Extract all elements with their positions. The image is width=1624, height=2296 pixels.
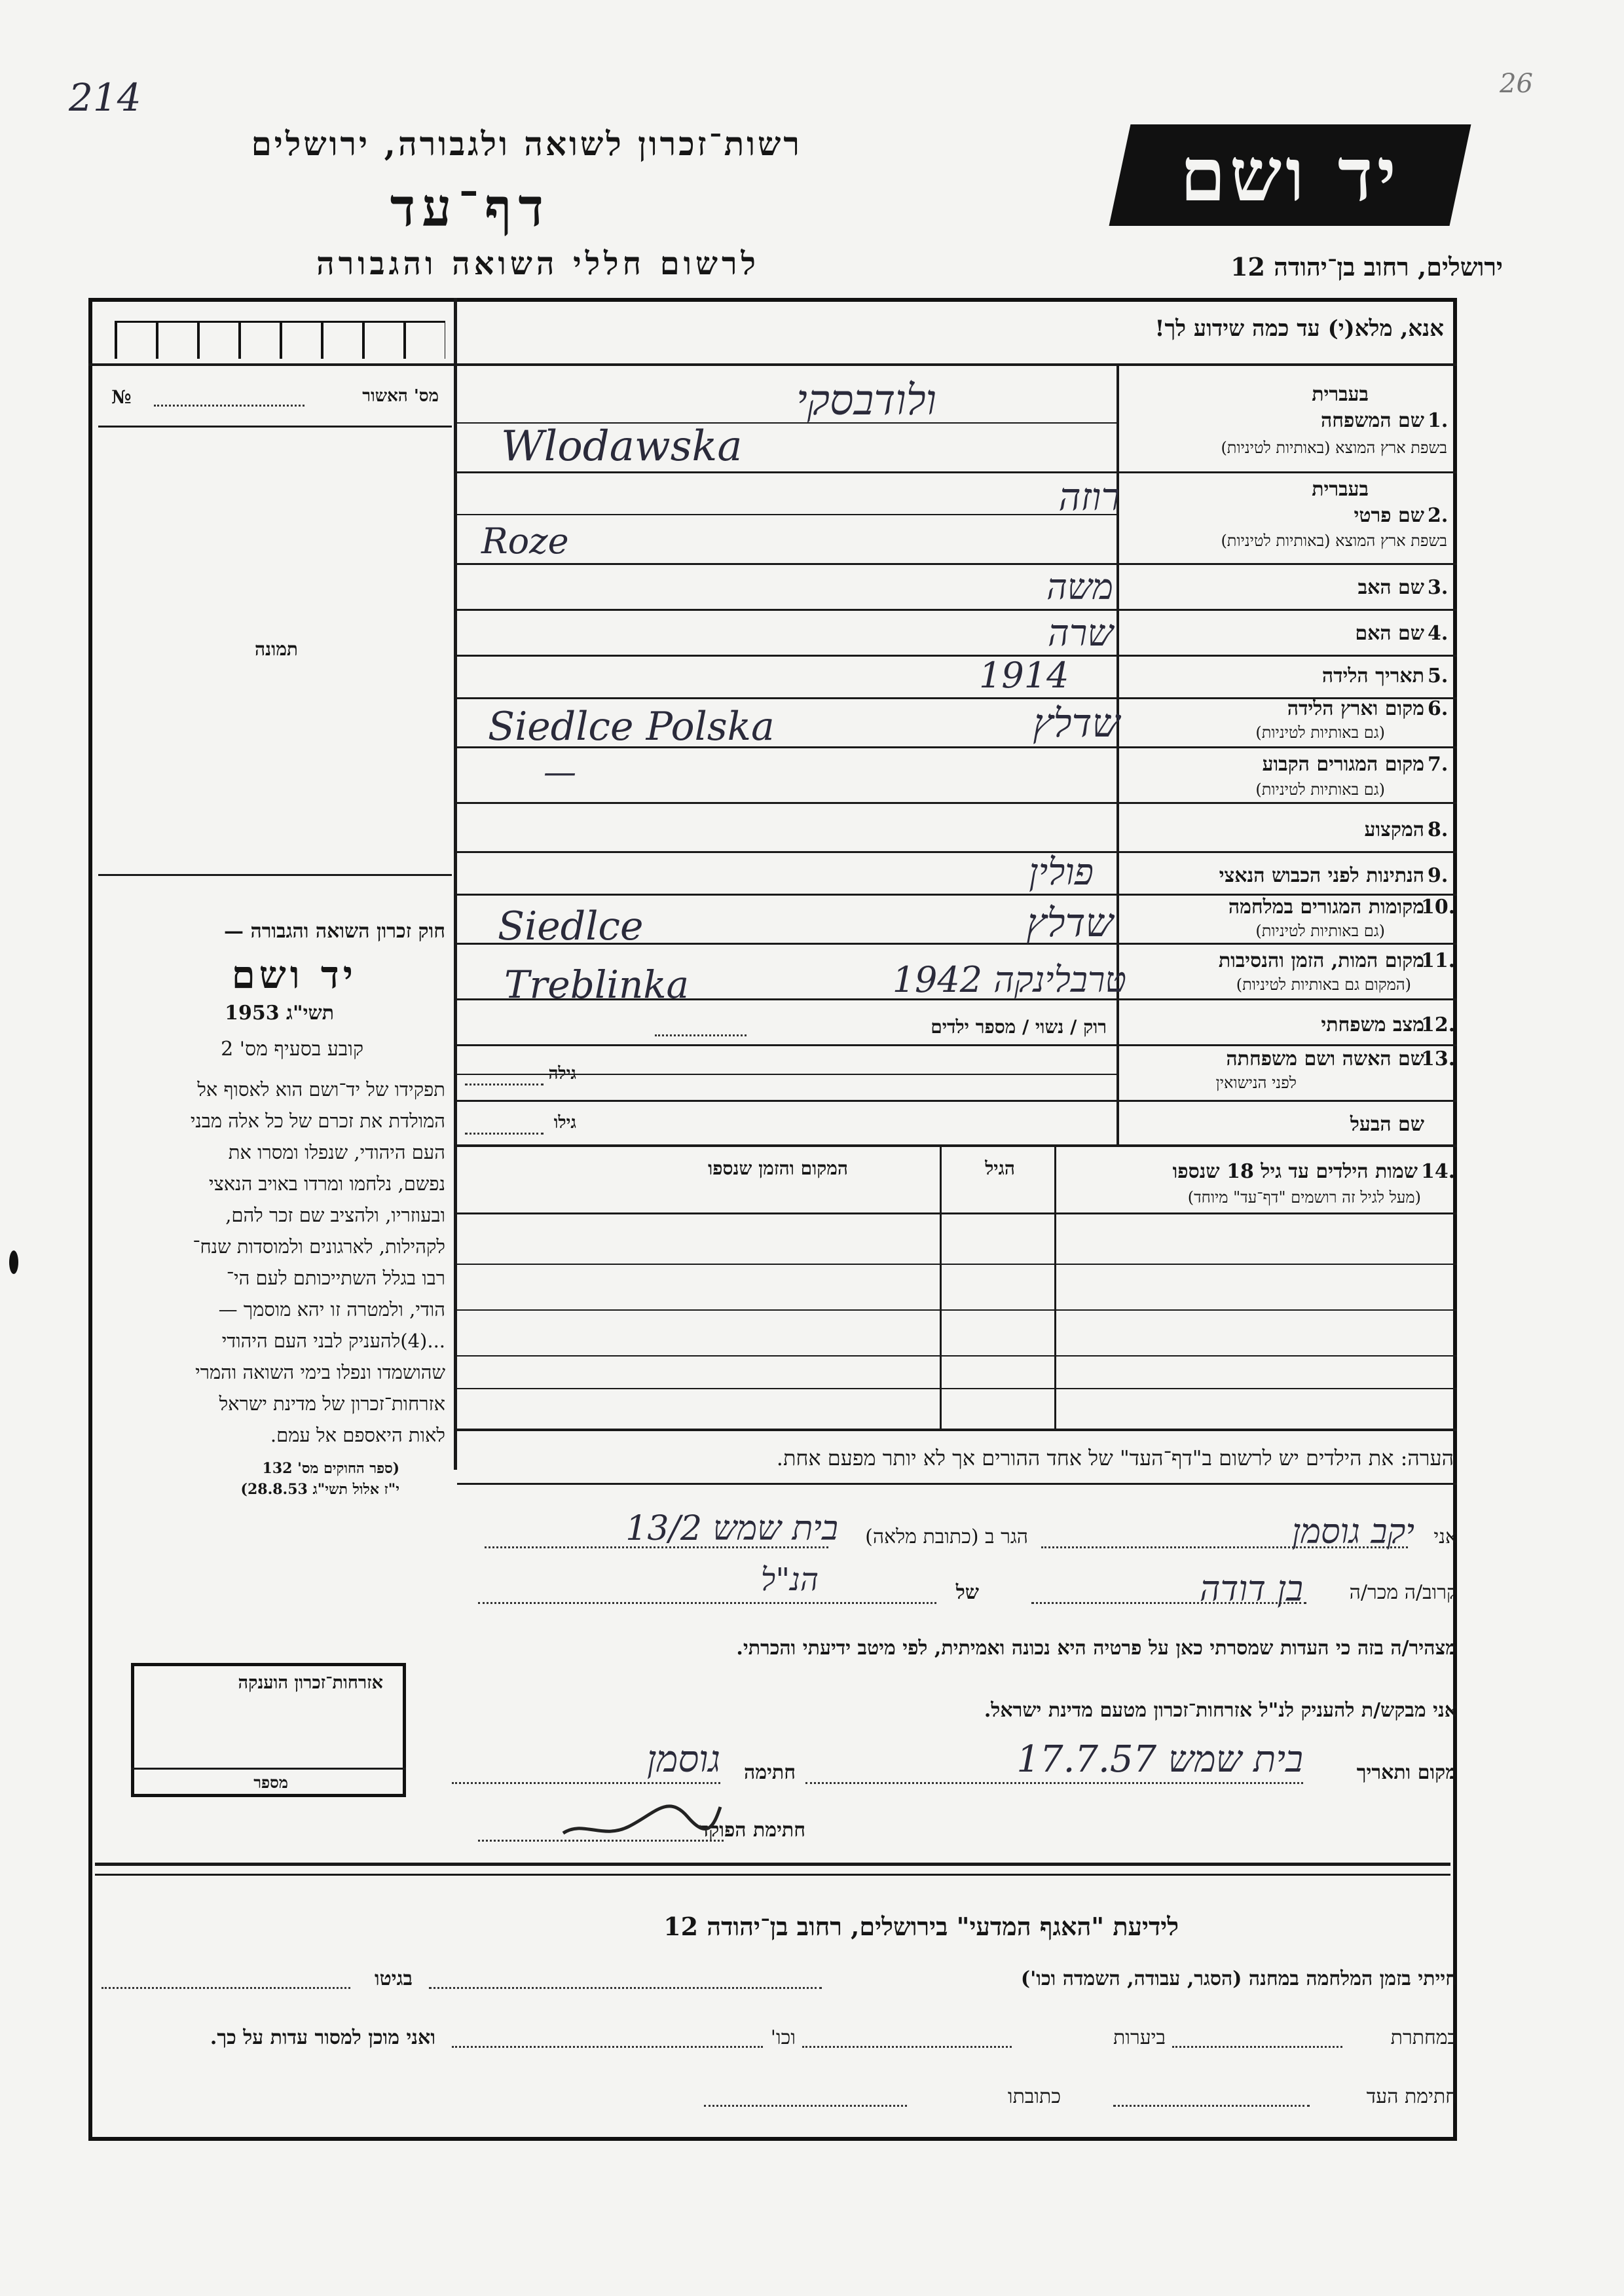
law-title: חוק זכרון השואה והגבורה —: [224, 920, 445, 943]
field-2-heb-tag: בעברית: [1312, 478, 1369, 501]
field-7-sub: (גם באותיות לטיניות): [1255, 780, 1385, 799]
law-line: המולדת את זכרם של כל אלה מבני: [190, 1110, 445, 1132]
margin-mark: [9, 1250, 18, 1274]
children-col-place: המקום והזמן שנספו: [708, 1157, 848, 1179]
address: ירושלים, רחוב בן־יהודה 12: [1230, 252, 1503, 282]
decl-line3: מצהיר/ה בזה כי העדות שמסרתי כאן על פרטיה היא נכונה ואמיתית, לפי מיטב ידיעתי והכרתי.: [736, 1637, 1457, 1660]
field-6-sub: (גם באותיות לטיניות): [1255, 723, 1385, 742]
bottom-row3-b: כתובתו: [1007, 2085, 1061, 2108]
field-1-value-lat: Wlodawska: [501, 422, 743, 471]
field-10-sub: (גם באותיות לטיניות): [1255, 922, 1385, 940]
law-line: שהושמדו ונפלו בימי השואה והמרי: [195, 1361, 445, 1383]
field-1-num: 1.: [1428, 409, 1449, 432]
officer-signature-scribble: [557, 1781, 727, 1846]
decl-line1-addr: בית שמש 13/2: [625, 1509, 838, 1548]
children-sub: (מעל לגיל זה רושמים "דף־עד" מיוחד): [1187, 1188, 1421, 1207]
decl-line1-label: אני: [1433, 1525, 1457, 1548]
photo-label: תמונה: [254, 638, 298, 660]
law-source-2: י"ז אלול תשי"ג 28.8.53): [240, 1481, 399, 1498]
law-year: תשי"ג 1953: [225, 1002, 334, 1025]
law-line: הודי, ולמטרה זו יהא מוסמך —: [218, 1298, 445, 1321]
field-4-value: שרה: [1048, 612, 1113, 655]
field-11-value-lat: Treblinka: [504, 962, 690, 1007]
law-line: ובעוזריו, ולהציב שם זכר להם,: [225, 1204, 445, 1226]
field-11-num: 11.: [1421, 949, 1456, 972]
bottom-row1-end: בגיטו: [374, 1967, 413, 1990]
field-8-num: 8.: [1428, 818, 1449, 841]
law-line: ...(4)להעניק לבני העם היהודי: [221, 1330, 445, 1352]
field-10-value-heb: שדלץ: [1026, 900, 1113, 946]
field-6-label: מקום וארץ הלידה: [1287, 697, 1424, 720]
law-source-1: (ספר החוקים מס' 132: [262, 1460, 399, 1477]
law-line: נפשם, נלחמו ומרדו באויב הנאצי: [208, 1173, 445, 1195]
bottom-row3-a: חתימת העד: [1366, 2085, 1457, 2108]
decl-line2-value: בן דודה: [1199, 1568, 1303, 1609]
corner-mark: 26: [1500, 69, 1533, 99]
place-date-label: מקום ותאריך: [1356, 1761, 1457, 1784]
field-13-num: 13.: [1421, 1048, 1456, 1070]
yad-vashem-logo: יד ושם: [1109, 124, 1471, 226]
field-2-label: שם פרטי: [1354, 504, 1424, 527]
field-2-num: 2.: [1428, 504, 1449, 527]
field-9-num: 9.: [1428, 864, 1449, 887]
children-label: שמות הילדים עד גיל 18 שנספו: [1172, 1160, 1418, 1183]
law-line: העם היהודי, שנפלו ומסרו את: [228, 1141, 445, 1163]
code-boxes: [115, 321, 445, 359]
decl-line1-mid: הגר ב (כתובת מלאה): [865, 1525, 1028, 1548]
law-name: יד ושם: [231, 953, 357, 997]
field-5-num: 5.: [1428, 665, 1449, 687]
children-num: 14.: [1421, 1160, 1456, 1183]
husband-age-label: גילו: [553, 1113, 576, 1133]
law-line: לאות היאספם אל עמם.: [270, 1424, 445, 1446]
citizenship-box-number: מספר: [253, 1773, 288, 1792]
field-13-sub: לפני הנישואין: [1215, 1074, 1297, 1092]
field-3-label: שם האב: [1357, 576, 1424, 599]
field-2-value-lat: Roze: [481, 520, 569, 562]
signature-label: חתימה: [744, 1761, 796, 1784]
bottom-row2-a: במחתרת: [1390, 2026, 1457, 2049]
decl-line1-value: יקב גוסמן: [1291, 1512, 1414, 1552]
bottom-row2-b: ביערות: [1113, 2026, 1166, 2049]
bottom-title: לידיעת "האגף המדעי" בירושלים, רחוב בן־יהודה 12: [663, 1912, 1179, 1941]
field-10-num: 10.: [1421, 896, 1456, 919]
decl-line2-after: הנ"ל: [760, 1561, 819, 1598]
field-10-label: מקומות המגורים במלחמה: [1228, 896, 1424, 919]
field-1-sub: בשפת ארץ המוצא (באותיות לטיניות): [1221, 439, 1447, 457]
field-9-value: פולין: [1029, 851, 1094, 894]
field-7-label: מקום המגורים הקבוע: [1262, 753, 1424, 776]
field-9-label: הנתינות לפני הכבוש הנאצי: [1219, 864, 1424, 887]
field-13-label: שם האשה ושם משפחתה: [1226, 1048, 1424, 1070]
reg-no-symbol: №: [111, 386, 132, 408]
field-12-label: מצב משפחתי: [1321, 1013, 1424, 1036]
place-date-value: בית שמש 17.7.57: [1016, 1738, 1303, 1781]
field-8-label: המקצוע: [1364, 818, 1424, 841]
form-title: דף־עד: [390, 177, 550, 238]
reg-no-label: מס' האשור: [362, 386, 439, 406]
field-2-value-heb: רוזה: [1058, 475, 1120, 519]
field-5-value: 1914: [979, 655, 1069, 696]
signature-value: גוסמן: [646, 1738, 720, 1781]
field-1-heb-tag: בעברית: [1312, 383, 1369, 406]
field-1-value-heb: ולודבסקי: [796, 376, 936, 425]
law-clause: קובע בסעיף מס' 2: [221, 1038, 363, 1061]
field-7-value: —: [544, 753, 576, 791]
field-6-value-heb: שדלץ: [1033, 701, 1120, 746]
decl-line2-label: קרוב/ה מכר/ה: [1349, 1581, 1457, 1604]
field-6-value-lat: Siedlce Polska: [488, 704, 775, 750]
citizenship-box-title: אזרחות־זכרון הוענקה: [238, 1673, 383, 1693]
top-instruction: אנא, מלא(י) עד כמה שידוע לך!: [1154, 316, 1444, 342]
bottom-row2-end: ואני מוכן למסור עדות על כך.: [210, 2026, 435, 2049]
law-line: רבו בגלל השתייכותם לעם הי־: [226, 1267, 445, 1289]
bottom-row1: חייתי בזמן המלחמה במחנה (הסגר, עבודה, השמדה וכו'): [1020, 1967, 1457, 1990]
field-12-value: רוק / נשוי / מספר ילדים: [931, 1016, 1107, 1038]
field-2-sub: בשפת ארץ המוצא (באותיות לטיניות): [1221, 532, 1447, 550]
field-5-label: תאריך הלידה: [1321, 665, 1424, 687]
decl-line4: אני מבקש/ת להעניק לנ"ל אזרחות־זכרון מטעם מדינת ישראל.: [984, 1699, 1457, 1722]
field-7-num: 7.: [1428, 753, 1449, 776]
form-subtitle: לרשום חללי השואה והגבורה: [316, 246, 760, 282]
law-line: תפקידו של יד־ושם הוא לאסוף אל: [197, 1078, 445, 1101]
decl-line2-of: של: [955, 1581, 979, 1604]
field-11-label: מקום המות, הזמן והנסיבות: [1218, 949, 1424, 972]
law-line: אזרחות־זכרון של מדינת ישראל: [219, 1393, 445, 1415]
law-text: [191, 1074, 445, 1451]
field-1-label: שם המשפחה: [1320, 409, 1424, 432]
authority-line: רשות־זכרון לשואה ולגבורה, ירושלים: [251, 124, 802, 163]
field-12-num: 12.: [1421, 1013, 1456, 1036]
children-col-age: הגיל: [985, 1157, 1015, 1179]
field-6-num: 6.: [1428, 697, 1449, 720]
field-3-num: 3.: [1428, 576, 1449, 599]
law-line: לקהילות, לארגונים ולמוסדות שנח־: [193, 1235, 445, 1258]
field-10-value-lat: Siedlce: [498, 903, 644, 949]
bottom-row2-c: וכו': [770, 2026, 796, 2049]
field-11-sub: (המקום גם באותיות לטיניות): [1236, 975, 1411, 994]
page-number: 214: [69, 75, 141, 120]
field-11-value-heb: טרבלינקה 1942: [892, 959, 1126, 1000]
husband-label: שם הבעל: [1350, 1113, 1424, 1136]
field-3-value: משה: [1046, 566, 1113, 608]
note: הערה: את הילדים יש לרשום ב"דף־העד" של אחד ההורים אך לא יותר מפעם אחת.: [776, 1446, 1454, 1470]
officer-signature-label: חתימת הפוקד: [699, 1819, 805, 1842]
wife-age-label: גילה: [548, 1064, 576, 1084]
field-4-num: 4.: [1428, 622, 1449, 645]
field-4-label: שם האם: [1355, 622, 1424, 645]
